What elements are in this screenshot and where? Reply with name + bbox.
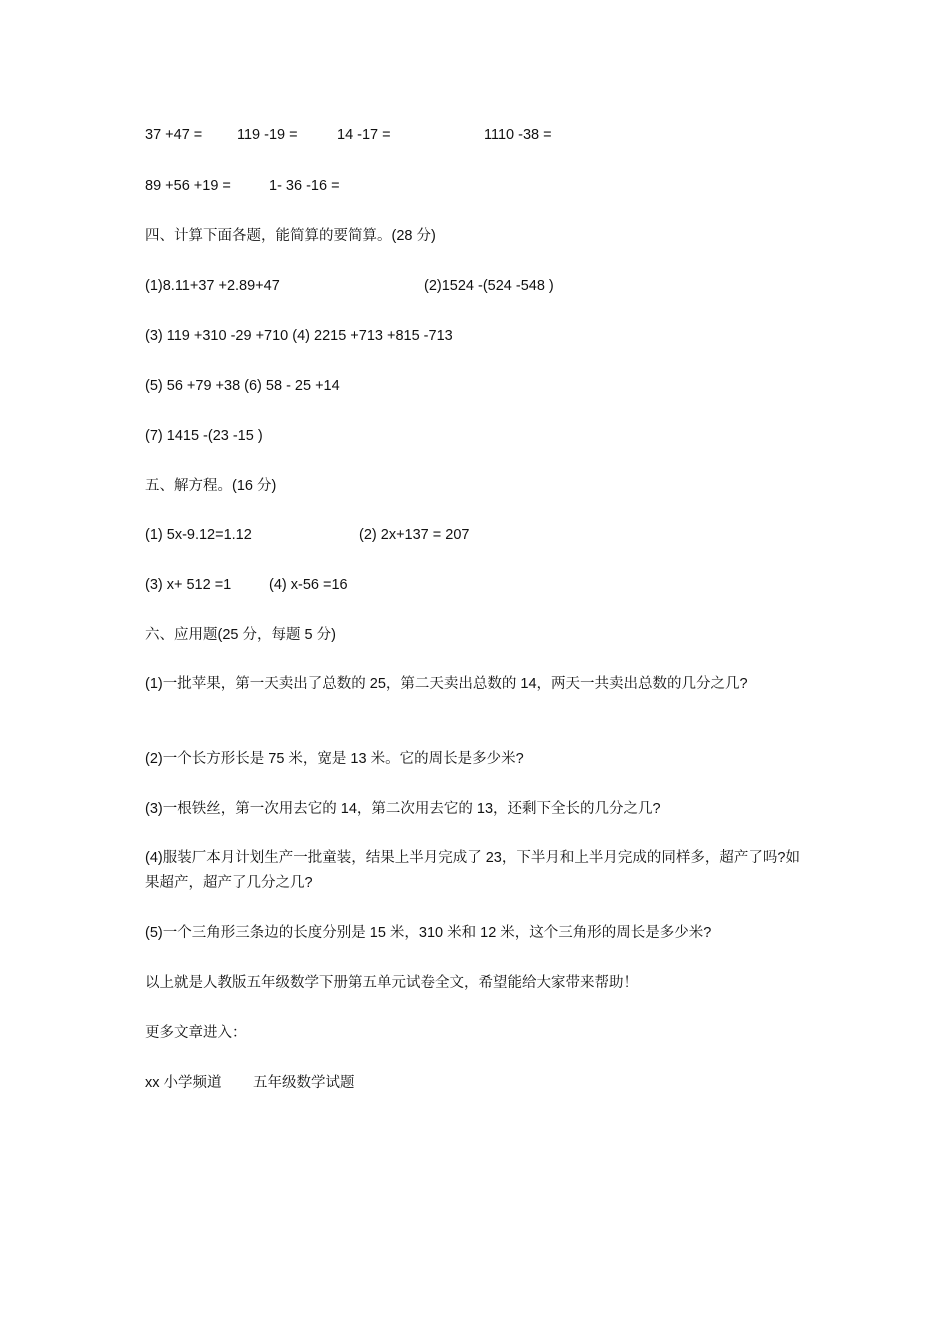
word-problem: (2)一个长方形长是 75 米，宽是 13 米。它的周长是多少米? <box>145 751 524 767</box>
word-problem: (3)一根铁丝，第一次用去它的 14，第二次用去它的 13，还剩下全长的几分之几? <box>145 801 661 817</box>
expr: 14 -17 = <box>337 127 391 143</box>
expr: 89 +56 +19 = <box>145 178 231 194</box>
problem-row: (3) 119 +310 -29 +710 (4) 2215 +713 +815 -713 <box>145 328 453 344</box>
word-problem: (5)一个三角形三条边的长度分别是 15 米，310 米和 12 米，这个三角形的周长是多少米? <box>145 925 712 941</box>
problem-row: (5) 56 +79 +38 (6) 58 - 25 +14 <box>145 378 340 394</box>
expr: 37 +47 = <box>145 127 203 143</box>
category-link[interactable]: 五年级数学试题 <box>253 1075 355 1091</box>
expr: 119 -19 = <box>237 127 298 143</box>
equation: (3) x+ 512 =1 <box>145 577 232 593</box>
channel-link[interactable]: xx 小学频道 <box>145 1075 222 1091</box>
equation: (1) 5x-9.12=1.12 <box>145 527 252 543</box>
problem-row: (7) 1415 -(23 -15 ) <box>145 428 263 444</box>
problem: (2)1524 -(524 -548 ) <box>424 278 554 294</box>
closing-text: 以上就是人教版五年级数学下册第五单元试卷全文，希望能给大家带来帮助！ <box>145 975 638 991</box>
section-6-heading: 六、应用题(25 分，每题 5 分) <box>145 627 336 643</box>
word-problem: (1)一批苹果，第一天卖出了总数的 25，第二天卖出总数的 14，两天一共卖出总数的几分之几? <box>145 676 748 692</box>
section-5-heading: 五、解方程。(16 分) <box>145 478 277 494</box>
problem: (1)8.11+37 +2.89+47 <box>145 278 280 294</box>
equation: (4) x-56 =16 <box>269 577 348 593</box>
more-articles-label: 更多文章进入： <box>145 1025 247 1041</box>
word-problem: (4)服装厂本月计划生产一批童装，结果上半月完成了 23，下半月和上半月完成的同样多，超产了吗?如果超产，超产了几分之几? <box>145 850 800 891</box>
equation: (2) 2x+137 = 207 <box>359 527 470 543</box>
expr: 1110 -38 = <box>484 127 552 143</box>
section-4-heading: 四、计算下面各题，能简算的要简算。(28 分) <box>145 228 436 244</box>
expr: 1- 36 -16 = <box>269 178 340 194</box>
